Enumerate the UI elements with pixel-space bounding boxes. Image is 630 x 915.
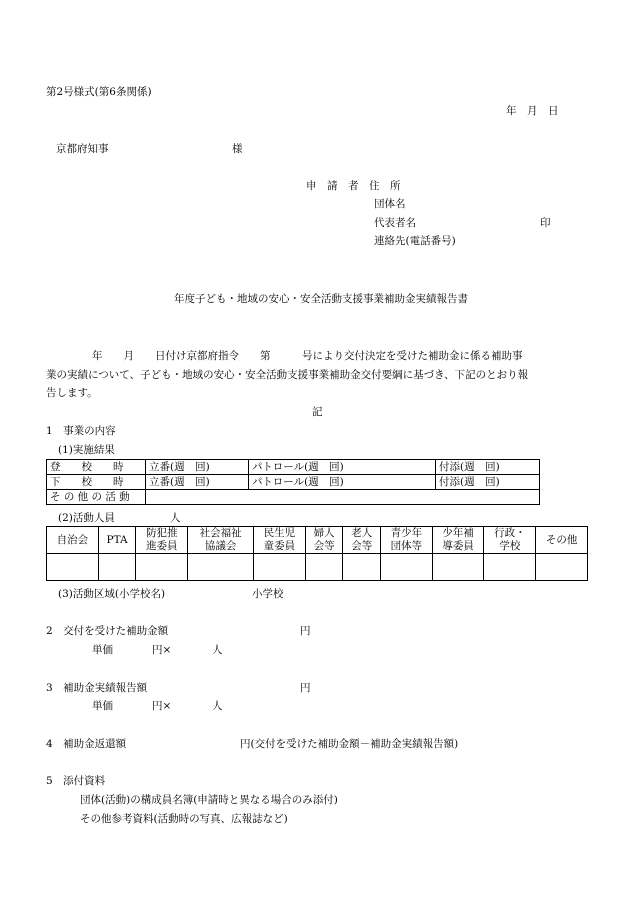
value-cell [136, 554, 188, 581]
representative-label: 代表者名 [374, 217, 416, 229]
value-cell [432, 554, 484, 581]
header-cell: 社会福祉 協議会 [188, 527, 254, 554]
ki-mark: 記 [312, 406, 323, 418]
section4-formula: 円(交付を受けた補助金額－補助金実績報告額) [240, 738, 459, 750]
body-line-3: 告します。 [46, 387, 98, 399]
value-cell [98, 554, 136, 581]
section3-unit-price: 単価 [92, 700, 113, 712]
attachment-item-1: 団体(活動)の構成員名簿(申請時と異なる場合のみ添付) [80, 794, 338, 806]
value-cell [343, 554, 381, 581]
date-line: 年 月 日 [506, 105, 559, 117]
contact-label: 連絡先(電話番号) [374, 235, 456, 247]
row-label: 下 校 時 [47, 475, 146, 490]
header-cell: 少年補 導委員 [432, 527, 484, 554]
section3-yen: 円 [300, 682, 311, 694]
value-cell [188, 554, 254, 581]
header-cell: 行政・ 学校 [484, 527, 536, 554]
table-row [47, 554, 588, 581]
applicant-label: 申 請 者 住 所 [306, 180, 401, 192]
header-cell: 婦人 会等 [305, 527, 343, 554]
patrol-cell: パトロール(週 回) [249, 460, 436, 475]
header-cell: 自治会 [47, 527, 99, 554]
section2-unit-price: 単価 [92, 644, 113, 656]
tsukisoi-cell: 付添(週 回) [436, 460, 540, 475]
seal-mark: 印 [540, 217, 551, 229]
section3-heading: 3 補助金実績報告額 [46, 682, 148, 694]
addressee: 京都府知事 [56, 143, 109, 155]
value-cell [536, 554, 588, 581]
value-cell [484, 554, 536, 581]
header-cell: PTA [98, 527, 136, 554]
value-cell [254, 554, 306, 581]
section2-yen: 円 [300, 625, 311, 637]
header-cell: 老人 会等 [343, 527, 381, 554]
attachment-item-2: その他参考資料(活動時の写真、広報誌など) [80, 813, 288, 825]
value-cell [47, 554, 99, 581]
section2-yen-times: 円× [152, 644, 172, 656]
patrol-cell: パトロール(週 回) [249, 475, 436, 490]
addressee-suffix: 様 [232, 143, 243, 155]
row-label: 登 校 時 [47, 460, 146, 475]
tsukisoi-cell: 付添(週 回) [436, 475, 540, 490]
section1-heading: 1 事業の内容 [46, 425, 116, 437]
section5-heading: 5 添付資料 [46, 775, 106, 787]
active-personnel-label: (2)活動人員 [58, 512, 115, 524]
activity-area-label: (3)活動区域(小学校名) [58, 588, 166, 600]
activity-area-suffix: 小学校 [252, 588, 284, 600]
value-cell [305, 554, 343, 581]
section4-heading: 4 補助金返還額 [46, 738, 127, 750]
other-activities-label: そ の 他 の 活 動 [47, 490, 146, 505]
other-activities-cell [146, 490, 540, 505]
section2-heading: 2 交付を受けた補助金額 [46, 625, 169, 637]
header-cell: 青少年 団体等 [381, 527, 433, 554]
report-title: 年度子ども・地域の安心・安全活動支援事業補助金実績報告書 [174, 293, 468, 305]
body-line-1: 年 月 日付け京都府指令 第 号により交付決定を受けた補助金に係る補助事 [92, 350, 523, 362]
personnel-table [46, 526, 588, 581]
table-row [47, 490, 540, 505]
header-cell: 民生児 童委員 [254, 527, 306, 554]
value-cell [381, 554, 433, 581]
implementation-results-label: (1)実施結果 [58, 444, 115, 456]
section3-people: 人 [212, 700, 223, 712]
table-row [47, 460, 540, 475]
tachiban-cell: 立番(週 回) [146, 475, 249, 490]
active-personnel-unit: 人 [170, 512, 181, 524]
section2-people: 人 [212, 644, 223, 656]
group-name-label: 団体名 [374, 198, 406, 210]
form-number: 第2号様式(第6条関係) [46, 86, 152, 98]
tachiban-cell: 立番(週 回) [146, 460, 249, 475]
table-row [47, 475, 540, 490]
header-cell: その他 [536, 527, 588, 554]
implementation-table [46, 459, 540, 505]
header-cell: 防犯推 進委員 [136, 527, 188, 554]
body-line-2: 業の実績について、子ども・地域の安心・安全活動支援事業補助金交付要綱に基づき、下記のとおり報 [46, 369, 529, 381]
table-row [47, 527, 588, 554]
section3-yen-times: 円× [152, 700, 172, 712]
